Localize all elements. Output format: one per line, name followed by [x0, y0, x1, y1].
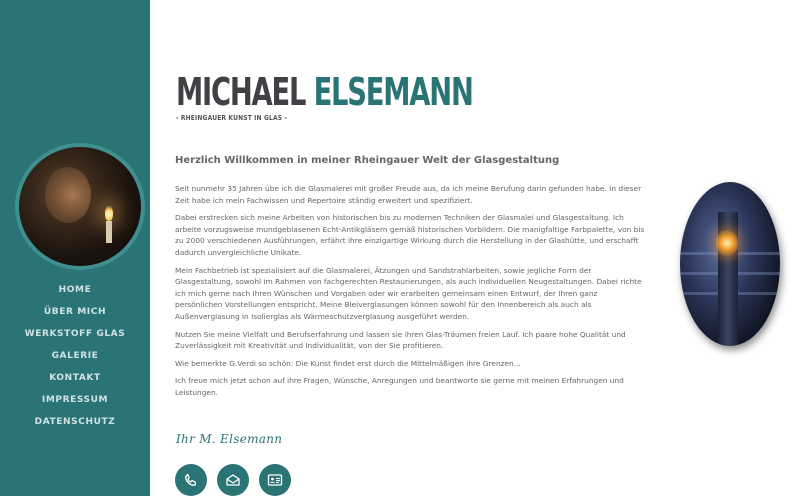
nav-item-impressum[interactable]: IMPRESSUM: [41, 395, 109, 405]
phone-button[interactable]: [175, 464, 207, 496]
email-button[interactable]: [217, 464, 249, 496]
contact-card-button[interactable]: [259, 464, 291, 496]
intro-paragraph: Nutzen Sie meine Vielfalt und Berufserfahrung und lassen sie ihren Glas-Träumen freien Lauf. Ich paare hohe Qualität und Zuverlässigkeit mit Kreativität und Individualität, von der Sie profitieren.: [175, 329, 626, 351]
intro-paragraph: Seit nunmehr 35 Jahren übe ich die Glasmalerei mit großer Freude aus, da ich meine Berufung darin gefunden habe. In dieser Zeit habe ich mein Fachwissen und Repertoire ständig erweitert und spezifiziert.: [175, 184, 642, 205]
intro-paragraph: Wie bemerkte G.Verdi so schön: Die Kunst findet erst durch die Mittelmäßigen ihre Grenzen...: [175, 358, 521, 368]
signature: Ihr M. Elsemann: [176, 432, 283, 446]
phone-icon: [183, 472, 199, 488]
nav-item-kontakt[interactable]: KONTAKT: [49, 373, 101, 383]
candle: [106, 221, 112, 243]
logo-last-name: ELSEMANN: [313, 70, 473, 114]
portrait-face: [45, 167, 91, 223]
glass-art-photo: [680, 182, 780, 346]
site-tagline: - RHEINGAUER KUNST IN GLAS -: [176, 114, 288, 122]
candle-flame: [105, 205, 113, 221]
main-content: [150, 0, 800, 496]
nav-item-werkstoff-glas[interactable]: WERKSTOFF GLAS: [24, 329, 126, 339]
intro-paragraph: Mein Fachbetrieb ist spezialisiert auf die Glasmalerei, Ätzungen und Sandstrahlarbeiten, sowie jegliche Form der Glasgestaltung, sowohl im Rahmen von fachgerechten Restaurierungen, als auch individuellen Neugestaltungen. Dabei richte ich mich gerne nach Ihren Wünschen und Vorgaben oder wir erarbeiten gemeinsam einen Entwurf, der Ihren ganz persönlichen Vorstellungen entspricht. Meine Bleiverglasungen können sowohl für den Innenbereich als auch als Außenverglasung in Isolierglas als Wärmeschutzverglasung ausgeführt werden.: [175, 265, 642, 321]
portrait-photo: [15, 143, 145, 270]
logo-first-name: MICHAEL: [176, 70, 306, 114]
intro-paragraph: Ich freue mich jetzt schon auf ihre Fragen, Wünsche, Anregungen und beantworte sie gerne mit meinen Erfahrungen und Leistungen.: [175, 376, 624, 397]
nav-item-ueber-mich[interactable]: ÜBER MICH: [43, 307, 107, 317]
intro-text: [175, 183, 645, 405]
nav-item-home[interactable]: HOME: [58, 285, 92, 295]
envelope-icon: [225, 472, 241, 488]
intro-paragraph: Dabei erstrecken sich meine Arbeiten von historischen bis zu modernen Techniken der Glasmalei und Glasgestaltung. Ich arbeite vorzugsweise mundgeblasenen Echt-Antikgläsern gemäß historischen Vorbildern. Die manigfaltige Farbpalette, von bis zu 2000 verschiedenen Ausführungen, erfährt ihre einzigartige Wirkung durch die Herstellung in der Glashütte, und erschafft dadurch unvergleichliche Unikate.: [175, 213, 645, 257]
site-logo[interactable]: [176, 70, 473, 114]
nav-item-datenschutz[interactable]: DATENSCHUTZ: [34, 417, 116, 427]
glass-glow: [716, 230, 738, 256]
sidebar: [0, 0, 150, 496]
welcome-heading: Herzlich Willkommen in meiner Rheingauer Welt der Glasgestaltung: [175, 155, 560, 166]
nav-item-galerie[interactable]: GALERIE: [51, 351, 99, 361]
contact-card-icon: [267, 472, 283, 488]
main-nav: [0, 279, 150, 433]
